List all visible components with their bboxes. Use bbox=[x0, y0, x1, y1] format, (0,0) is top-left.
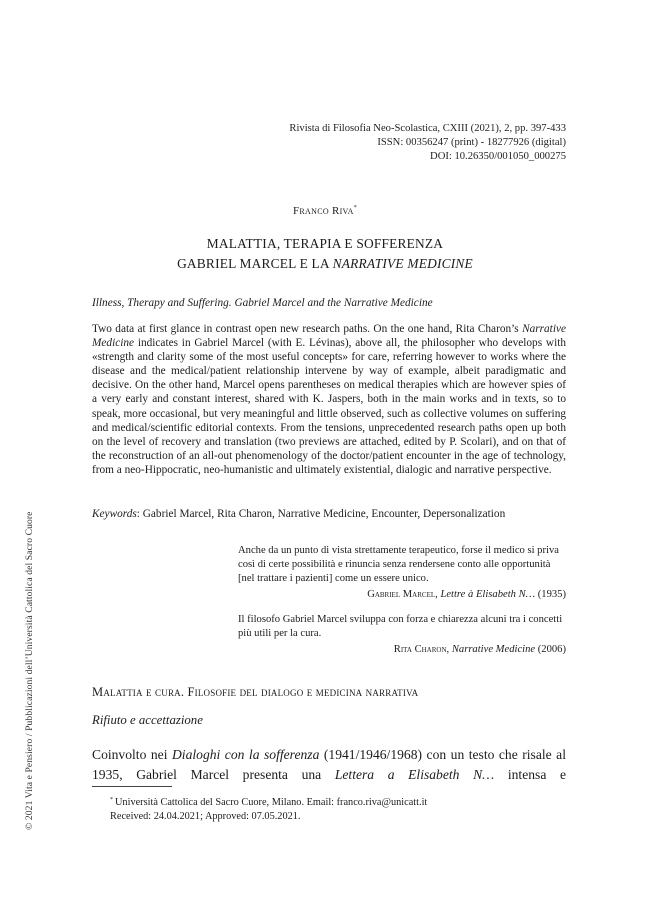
author-footnote-mark: * bbox=[353, 205, 357, 211]
epigraph-charon-sep: , bbox=[446, 643, 452, 655]
journal-header bbox=[166, 122, 566, 164]
author-line bbox=[0, 205, 650, 217]
footnote bbox=[110, 793, 427, 824]
body-part-2: (1941/1946/1968) con un testo che risale al 1935, Gabriel Marcel presenta una bbox=[92, 747, 566, 782]
english-title: Illness, Therapy and Suffering. Gabriel Marcel and the Narrative Medicine bbox=[92, 297, 433, 309]
epigraph-marcel-work: Lettre à Elisabeth N… bbox=[440, 588, 536, 600]
epigraph-charon-work: Narrative Medicine bbox=[451, 643, 536, 655]
epigraph-charon-author: Rita Charon bbox=[393, 643, 447, 655]
issn-line: ISSN: 00356247 (print) - 18277926 (digital) bbox=[377, 137, 566, 148]
abstract-part-2: indicates in Gabriel Marcel (with E. Lévinas), above all, the philosopher who develops with «strength and clarity some of the most useful concepts» for care, referring however to works where the disease and the medical/patient relationship intervene by way of example, albeit paradigmatic and decisive. On the other hand, Marcel opens parentheses on medical therapies which are however spies of a very early and constant interest, shared with K. Jaspers, both in the main works and in texts, so to speak, more occasional, but very meaningful and little observed, such as collective volumes on suffering and medical/scientific editorial contexts. From the tensions, unprecedented research paths open up both on the level of recovery and translation (two previews are attached, edited by P. Scolari), and on that of the reconstruction of an all-out phenomenology of the doctor/patient encounter in the age of technology, from a neo-Hippocratic, neo-humanistic and ultimately existential, dialogic and narrative perspective. bbox=[92, 337, 566, 476]
body-italic-lettera: Lettera a Elisabeth N… bbox=[334, 766, 495, 782]
copyright-sidebar bbox=[24, 511, 35, 830]
footnote-mark: * bbox=[110, 797, 113, 803]
section-heading: Malattia e cura. Filosofie del dialogo e medicina narrativa bbox=[92, 685, 419, 699]
epigraph-charon-text: Il filosofo Gabriel Marcel sviluppa con forza e chiarezza alcuni tra i concetti più utili per la cura. bbox=[238, 614, 563, 639]
epigraph-charon-year: (2006) bbox=[535, 643, 566, 655]
abstract-italic-title: Narrative Medicine bbox=[92, 323, 566, 350]
footnote-line-2: Received: 24.04.2021; Approved: 07.05.2021. bbox=[110, 811, 301, 822]
epigraph-charon bbox=[238, 613, 566, 657]
title-line-2 bbox=[0, 254, 650, 274]
title-line-2-italic: NARRATIVE MEDICINE bbox=[332, 256, 473, 271]
subsection-heading: Rifiuto e accettazione bbox=[92, 713, 203, 727]
title-line-2-prefix: GABRIEL MARCEL E LA bbox=[177, 256, 333, 271]
keywords-label: Keywords bbox=[92, 508, 137, 520]
journal-citation: Rivista di Filosofia Neo-Scolastica, CXIII (2021), 2, pp. 397-433 bbox=[289, 123, 566, 134]
epigraph-marcel-sep: , bbox=[435, 588, 441, 600]
body-italic-dialoghi: Dialoghi con la sofferenza bbox=[171, 747, 320, 762]
abstract bbox=[92, 322, 566, 477]
epigraph-marcel-text: Anche da un punto di vista strettamente terapeutico, forse il medico si priva così di certe possibilità e rinuncia senza rendersene conto alle opportunità [nel trattare i pazienti] come un essere unico. bbox=[238, 545, 559, 584]
footnote-line-1 bbox=[110, 793, 427, 810]
epigraph-marcel bbox=[238, 544, 566, 602]
body-part-1: Coinvolto nei bbox=[92, 747, 172, 762]
body-part-3: intensa e bbox=[494, 766, 566, 782]
body-paragraph bbox=[92, 745, 566, 785]
keywords-list: : Gabriel Marcel, Rita Charon, Narrative Medicine, Encounter, Depersonalization bbox=[136, 508, 506, 520]
author-name: Franco Riva bbox=[292, 205, 354, 217]
epigraph-marcel-author: Gabriel Marcel bbox=[367, 588, 436, 600]
keywords bbox=[92, 508, 566, 520]
title-line-1: MALATTIA, TERAPIA E SOFFERENZA bbox=[206, 236, 444, 251]
epigraph-charon-source bbox=[238, 643, 566, 657]
footnote-rule bbox=[92, 786, 172, 787]
copyright-text: © 2021 Vita e Pensiero / Pubblicazioni dell’Università Cattolica del Sacro Cuore bbox=[24, 511, 35, 830]
doi-line: DOI: 10.26350/001050_000275 bbox=[430, 151, 566, 162]
article-title bbox=[0, 234, 650, 274]
epigraph-marcel-source bbox=[238, 588, 566, 602]
epigraph-marcel-year: (1935) bbox=[535, 588, 566, 600]
abstract-part-1: Two data at first glance in contrast open new research paths. On the one hand, Rita Charon’s bbox=[92, 323, 523, 335]
footnote-affiliation: Università Cattolica del Sacro Cuore, Milano. Email: franco.riva@unicatt.it bbox=[115, 797, 428, 808]
